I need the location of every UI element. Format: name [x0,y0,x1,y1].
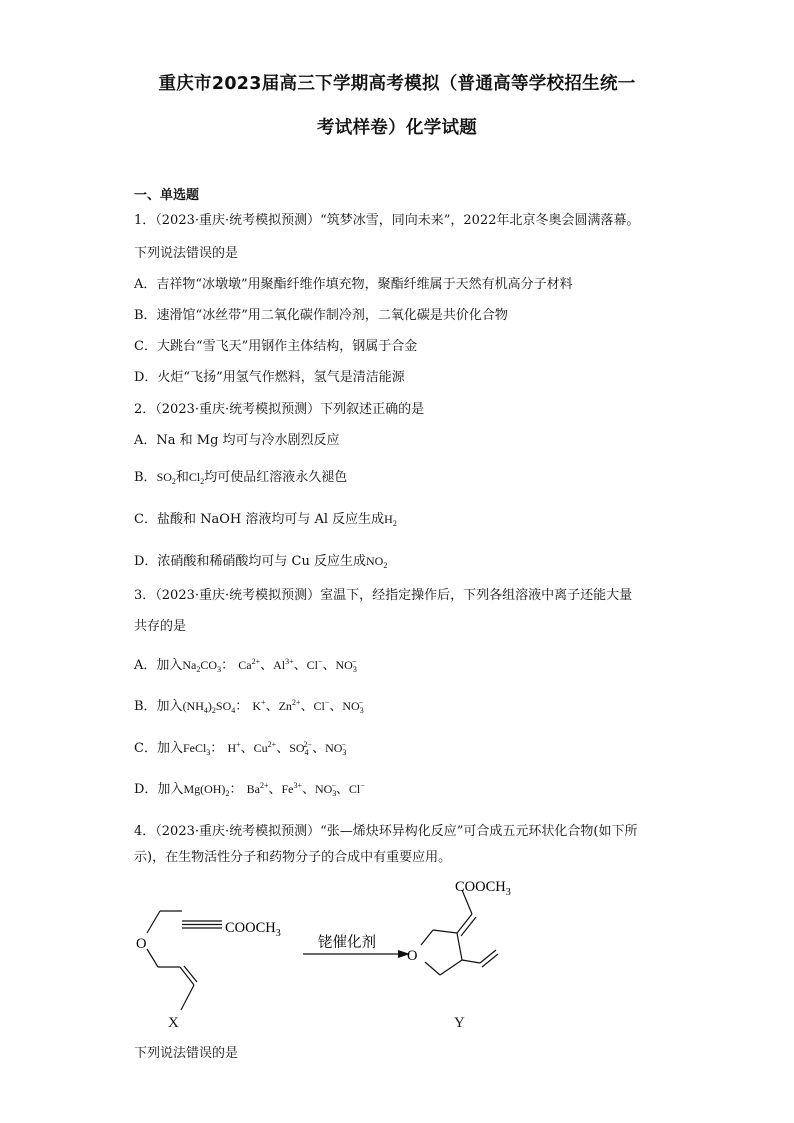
q1-option-c: C．大跳台“雪飞天”用钢作主体结构，钢属于合金 [134,339,418,354]
y-ring-bond [425,962,440,975]
x-ester-group: $COOCH_3$ [225,920,281,939]
q1-option-b: B．速滑馆“冰丝带”用二氧化碳作制冷剂，二氧化碳是共价化合物 [134,308,508,323]
y-oxygen-atom: O [407,948,418,964]
q1-stem-line1: 1．（2023·重庆·统考模拟预测）“筑梦冰雪，同向未来”，2022年北京冬奥会圆满落幕。 [134,213,640,228]
x-oxygen-atom: O [136,936,147,952]
q2-option-d: D．浓硝酸和稀硝酸均可与 Cu 反应生成$NO_2$ [134,554,388,570]
q4-stem-line2: 示)，在生物活性分子和药物分子的合成中有重要应用。 [134,850,452,865]
q3-option-c: C．加入FeCl$_3$： H+、$Cu^{2+}$、$SO_4^{2-}$、$NO_3^-$ [134,740,347,757]
x-bond [147,949,158,967]
q2-option-b: B．$SO_2$和$Cl_2$均可使品红溶液永久褪色 [134,470,348,486]
reaction-scheme [0,865,794,1045]
q2-option-a: A．Na 和 Mg 均可与冷水剧烈反应 [134,433,340,448]
y-ester-group: $COOCH_3$ [455,879,511,898]
q3-option-b: B．加入$(NH_4)_2SO_4$： K+、$Zn^{2+}$、Cl−、$NO_3^-$ [134,698,364,715]
compound-x-label: X [168,1015,179,1031]
x-bond [147,911,160,933]
q2-option-c: C．盐酸和 NaOH 溶液均可与 Al 反应生成$H_2$ [134,512,397,528]
y-double-bond [480,950,496,963]
q1-option-d: D．火炬“飞扬”用氢气作燃料，氢气是清洁能源 [134,370,405,385]
q1-stem-line2: 下列说法错误的是 [134,246,239,261]
q3-option-a: A．加入$Na_2CO_3$： $Ca^{2+}$、$Al^{3+}$、Cl−、$NO_3^-$ [134,657,357,674]
exam-title-line1: 重庆市2023届高三下学期高考模拟（普通高等学校招生统一 [158,74,636,94]
compound-y-label: Y [454,1015,465,1031]
y-ring-bond [457,933,462,960]
section-heading: 一、单选题 [134,188,200,203]
y-ring-bond [433,930,457,933]
catalyst-label: 铑催化剂 [318,935,376,951]
x-bond [181,985,194,1010]
y-ring-bond [421,930,433,945]
y-ring-bond [440,960,462,975]
q3-stem-line2: 共存的是 [134,619,187,634]
q2-stem: 2．（2023·重庆·统考模拟预测）下列叙述正确的是 [134,402,425,417]
y-double-bond [482,954,498,967]
q1-option-a: A．吉祥物“冰墩墩”用聚酯纤维作填充物，聚酯纤维属于天然有机高分子材料 [134,277,573,292]
q3-option-d: D．加入$Mg(OH)_2$： $Ba^{2+}$、$Fe^{3+}$、$NO_3^-$、Cl− [134,781,365,798]
y-double-bond [461,917,476,936]
q4-question: 下列说法错误的是 [134,1046,239,1061]
q4-stem-line1: 4．（2023·重庆·统考模拟预测）“张—烯炔环异构化反应”可合成五元环状化合物(如下所 [134,824,638,839]
exam-title-line2: 考试样卷）化学试题 [316,118,478,138]
y-double-bond [457,914,472,933]
q3-stem-line1: 3．（2023·重庆·统考模拟预测）室温下，经指定操作后，下列各组溶液中离子还能大量 [134,588,633,603]
y-bond [462,960,480,963]
